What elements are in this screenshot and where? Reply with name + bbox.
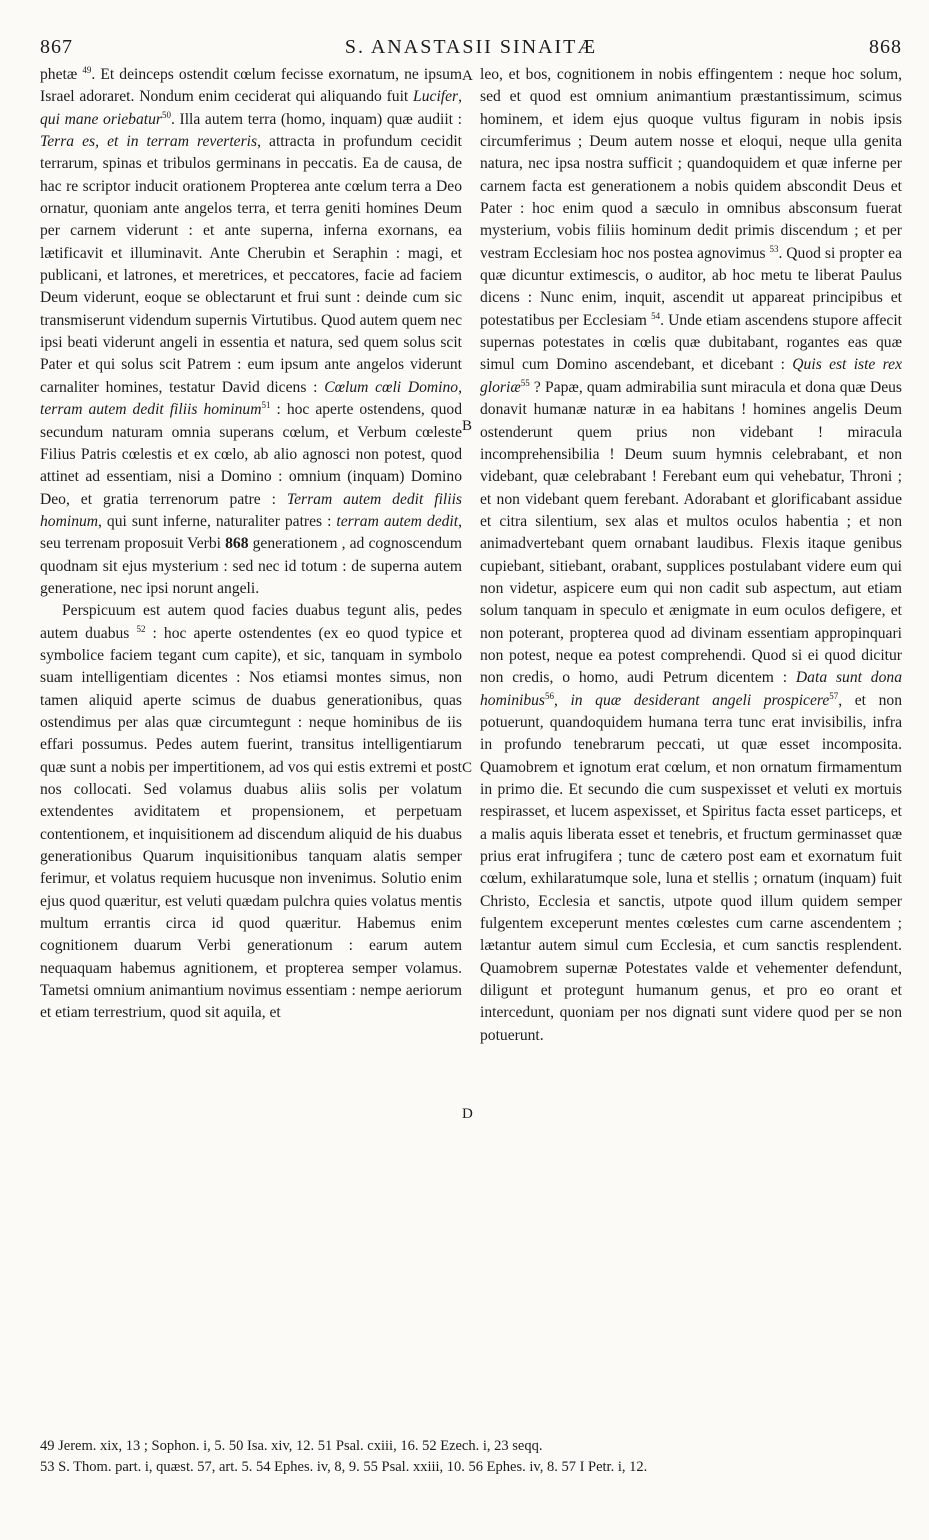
margin-marker-d: D — [462, 1106, 473, 1122]
margin-marker-b: B — [462, 418, 473, 434]
margin-marker-a: A — [462, 68, 473, 84]
left-paragraph-2: Perspicuum est autem quod facies duabus tegunt alis, pedes autem duabus $^{52}$ : hoc aperte ostendentes (ex eo quod typice et symbolice faciem tegant cum capite), et sic, tanquam in symbolo suam intelligentiam dicentes : Nos etiamsi montes simus, non tamen aliquid aperte scimus de duabus generationibus, quas ostendimus per alas quæ circumtegunt : neque hominibus de iis effari possumus. Pedes autem fuerint, transitus intelligentiarum quæ sunt a nobis per impertitionem, ad vos qui estis extremi et post nos collocati. Sed volamus duabus aliis solis per volatum extendentes aviditatem et propensionem, et perpetuam contentionem, et inquisitionem ad discendum aliquid de his duabus generationibus Quarum inquisitionibus tanquam alatis semper ferimur, et volatus requiem hucusque non invenimus. Solutio enim ejus quod quæritur, est veluti quædam pulchra quies volatus mentis multum errantis circa id quod quæritur. Habemus enim cognitionem duarum Verbi generationum : earum autem nequaquam habemus agnitionem, et propterea semper volamus. Tametsi omnium animantium novimus essentiam : nempe aeriorum et etiam terrestrium, quod sit aquila, et — [40, 602, 462, 1022]
page-header — [40, 36, 902, 62]
footnote-ref[interactable]: 54 — [651, 310, 661, 321]
left-column — [40, 64, 462, 1025]
footnote-ref[interactable]: 49 — [82, 64, 92, 75]
running-title: S. ANASTASII SINAITÆ — [344, 36, 598, 58]
page-number-left: 867 — [40, 36, 73, 58]
footnote-ref[interactable]: 57 — [829, 690, 839, 701]
footnote-ref[interactable]: 55 — [520, 377, 530, 388]
page-number-right: 868 — [869, 36, 902, 58]
footnote-line-2: 53 S. Thom. part. i, quæst. 57, art. 5. 54 Ephes. iv, 8, 9. 55 Psal. xxiii, 10. 56 Ephes. iv, 8. 57 I Petr. i, 12. — [40, 1459, 648, 1475]
footnote-line-1: 49 Jerem. xix, 13 ; Sophon. i, 5. 50 Isa. xiv, 12. 51 Psal. cxiii, 16. 52 Ezech. i, 23 seqq. — [40, 1438, 543, 1454]
right-paragraph-1: leo, et bos, cognitionem in nobis effingentem : neque hoc solum, sed et quod est omnium animantium præstantissimum, scimus hominem, et idem ejus quoque vultus figuram in nobis ipsis circumferimus ; Deum autem nosse et eloqui, neque ulla genita natura, nec ipsa nostra sufficit ; quandoquidem et quæ inferne per carnem facta est generationem a nobis quidem abscondit Deus et Pater : hoc enim quod a sæculo in omnibus absconsum fuerat mysterium, vobis filiis hominum dedit primis discendum ; et per vestram Ecclesiam hoc nos postea agnovimus $^{53}$. Quod si propter ea quæ dicuntur extimescis, o auditor, ab hoc metu te liberat Paulus dicens : Nunc enim, inquit, ascendit ut appareat principibus et potestatibus per Ecclesiam $^{54}$. Unde etiam ascendens stupore affecit supernas potestates in cœlis quæ dubitabant, rogantes eas quæ simul cum Domino ascendebant, et dicebant : Quis est iste rex gloriæ$^{55}$ ? Papæ, quam admirabilia sunt miracula et dona quæ Deus donavit humanæ naturæ in ea habitans ! homines angelis Deum ostenderunt quem prius non videbant ! miracula incomprehensibilia ! Deum suum hymnis celebrabant, et non videbant, quæ celebrabant ! Ferebant eum qui vehebatur, Throni ; et non videbant quem ferebant. Adorabant et glorificabant assidue et citra silentium, sex alas et multos oculos habentia ; et non animadvertebant quem ornabant laudibus. Flexis itaque genibus cupiebant, sitiebant, orabant, supplices postulabant videre eum qui non videtur, aspicere eum qui non cadit sub aspectum, aut etiam solum tanquam in speculo et ænigmate in eum oculos defigere, et non poterant, propterea quod ad divinam essentiam appropinquari non potest, neque ea potest comprehendi. Quod si ei quod dicitur non credis, o homo, audi Petrum dicentem : Data sunt dona hominibus$^{56}$, in quæ desiderant angeli prospicere$^{57}$, et non potuerunt, quandoquidem humana terra tunc erat invisibilis, infra in profundo tenebrarum peccati, ut quæ esset incomposita. Quamobrem et ignotum erat cœlum, et non ornatum firmamentum in primo die. Et secundo die cum suspexisset et veluti ex mortuis respirasset, et lucem aspexisset, et Spiritus facta esset particeps, et a malis aquis liberata esset et tenebris, et fructum germinasset quæ prius erat infrugifera ; tunc de cætero post eam et exornatum fuit cœlum, exhilaratumque sole, luna et stellis ; ornatum (inquam) fuit Christo, Ecclesia et sanctis, utpote quod illum quidem semper fulgentem exceperunt mentes cœlestes cum carne ascendentem ; lætantur autem simul cum Ecclesia, et cum sanctis resplendent. Quamobrem supernæ Potestates valde et vehementer defendunt, diligunt et protegunt humanum genus, et pro eo orant et intercedunt, quoniam per nos dignati sunt videre quod per se non potuerunt. — [480, 66, 903, 1044]
inline-column-number: 868 — [225, 535, 249, 553]
footnote-ref[interactable]: 53 — [769, 243, 779, 254]
footnote-ref[interactable]: 50 — [161, 109, 171, 120]
right-column — [480, 64, 902, 1047]
footnotes — [40, 1436, 902, 1478]
margin-marker-c: C — [462, 760, 473, 776]
left-paragraph-1: phetæ $^{49}$. Et deinceps ostendit cœlum fecisse exornatum, ne ipsum Israel adoraret. Nondum enim ceciderat qui aliquando fuit Lucifer, qui mane oriebatur$^{50}$. Illa autem terra (homo, inquam) quæ audiit : Terra es, et in terram reverteris, attracta in profundum cecidit terrarum, spinas et tribulos germinans in peccatis. Ea de causa, de hac re scriptor inducit orationem Propterea ante cœlum terra a Deo ornatur, quoniam ante angelos terra, et terra geniti homines Deum per carnem viderunt : et ante superna, inferna exornans, ea lætificavit et illuminavit. Ante Cherubin et Seraphin : magi, et publicani, et latrones, et meretrices, et peccatores, facie ad faciem Deum viderunt, eoque se oblectarunt et frui sunt : deinde cum sic transmiserunt videndum supernis Virtutibus. Quod autem quem nec ipsi beati viderunt angeli in essentia et natura, sed quem solus scit Pater et qui solus scit Patrem : eum ipsum ante angelos viderunt carnaliter homines, testatur David dicens : Cœlum cœli Domino, terram autem dedit filiis hominum$^{51}$ : hoc aperte ostendens, quod secundum naturam omnia superans cœlum, et Verbum cœleste Filius Patris cœlestis et ex cœlo, ab alio agnosci non potest, quod attinet ad essentiam, nisi a Domino : omnium (inquam) Domino Deo, et gratia terrenorum patre : Terram autem dedit filiis hominum, qui sunt inferne, naturaliter patres : terram autem dedit, seu terrenam proposuit Verbi 868 generationem , ad cognoscendum quodnam sit ejus mysterium : sed nec id totum : de superna autem generatione, nec ipsi norunt angeli. — [40, 64, 462, 597]
footnote-ref[interactable]: 52 — [136, 623, 146, 634]
footnote-ref[interactable]: 51 — [261, 399, 271, 410]
footnote-ref[interactable]: 56 — [544, 690, 554, 701]
